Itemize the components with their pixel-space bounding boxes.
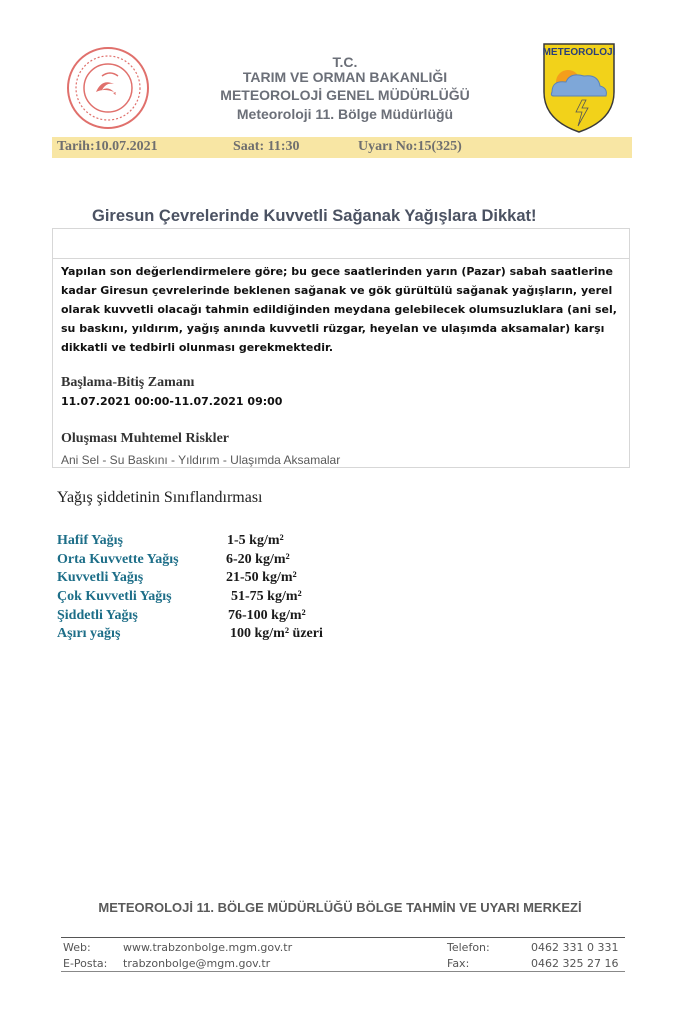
warning-body xyxy=(61,262,625,357)
footer-email-link[interactable]: trabzonbolge@mgm.gov.tr xyxy=(123,957,271,970)
footer-web-link[interactable]: www.trabzonbolge.mgm.gov.tr xyxy=(123,941,293,954)
footer-bottom-divider xyxy=(61,971,625,972)
start-end-heading: Başlama-Bitiş Zamanı xyxy=(61,375,195,390)
warning-title: Giresun Çevrelerinde Kuvvetli Sağanak Yağışlara Dikkat! xyxy=(92,207,537,225)
time-label: Saat: 11:30 xyxy=(233,139,300,154)
body-line: su baskını, yıldırım, yağış anında kuvvetli rüzgar, heyelan ve ulaşımda aksamalar) karşı xyxy=(61,322,605,335)
class-name: Çok Kuvvetli Yağış xyxy=(57,589,172,604)
header-tc: T.C. xyxy=(332,54,358,70)
class-name: Aşırı yağış xyxy=(57,626,121,641)
classification-row xyxy=(57,552,377,571)
footer-email-label: E-Posta: xyxy=(63,957,108,970)
class-name: Kuvvetli Yağış xyxy=(57,570,144,585)
class-name: Hafif Yağış xyxy=(57,533,123,548)
class-value: 51-75 kg/m² xyxy=(231,589,302,604)
footer-title: METEOROLOJİ 11. BÖLGE MÜDÜRLÜĞÜ BÖLGE TAHMİN VE UYARI MERKEZİ xyxy=(98,900,582,915)
classification-title: Yağış şiddetinin Sınıflandırması xyxy=(57,489,263,506)
footer-divider xyxy=(61,937,625,938)
footer-phone-label: Telefon: xyxy=(447,941,490,954)
body-line: olarak kuvvetli olacağı tahmin edildiğinden meydana gelebilecek olumsuzluklara (ani sel, xyxy=(61,303,617,316)
class-value: 100 kg/m² üzeri xyxy=(230,626,323,641)
footer-web-label: Web: xyxy=(63,941,91,954)
classification-row xyxy=(57,626,377,645)
header-regional-office: Meteoroloji 11. Bölge Müdürlüğü xyxy=(236,106,454,122)
header-directorate: METEOROLOJİ GENEL MÜDÜRLÜĞÜ xyxy=(220,87,470,103)
start-end-value: 11.07.2021 00:00-11.07.2021 09:00 xyxy=(61,395,283,408)
class-value: 1-5 kg/m² xyxy=(227,533,284,548)
class-value: 21-50 kg/m² xyxy=(226,570,297,585)
class-name: Orta Kuvvette Yağış xyxy=(57,552,179,567)
classification-row xyxy=(57,608,377,627)
footer-phone-value: 0462 331 0 331 xyxy=(531,941,619,954)
classification-row xyxy=(57,533,377,552)
body-line: Yapılan son değerlendirmelere göre; bu gece saatlerinden yarın (Pazar) sabah saatlerine xyxy=(61,265,613,278)
class-name: Şiddetli Yağış xyxy=(57,608,138,623)
header-ministry: TARIM VE ORMAN BAKANLIĞI xyxy=(242,69,448,85)
date-label: Tarih:10.07.2021 xyxy=(57,139,158,154)
logo-text: METEOROLOJİ xyxy=(542,47,616,58)
classification-row xyxy=(57,589,377,608)
info-bar xyxy=(52,137,632,158)
risks-heading: Oluşması Muhtemel Riskler xyxy=(61,431,229,446)
classification-row xyxy=(57,570,377,589)
body-line: dikkatli ve tedbirli olunması gerekmektedir. xyxy=(61,341,334,354)
warning-box-header xyxy=(52,228,630,259)
class-value: 6-20 kg/m² xyxy=(226,552,290,567)
warning-number: Uyarı No:15(325) xyxy=(358,139,462,154)
risks-value: Ani Sel - Su Baskını - Yıldırım - Ulaşımda Aksamalar xyxy=(61,453,341,467)
footer-fax-value: 0462 325 27 16 xyxy=(531,957,619,970)
class-value: 76-100 kg/m² xyxy=(228,608,306,623)
body-line: kadar Giresun çevrelerinde beklenen sağanak ve gök gürültülü sağanak yağışların, yerel xyxy=(61,284,613,297)
footer-fax-label: Fax: xyxy=(447,957,470,970)
meteoroloji-shield-logo xyxy=(542,42,616,134)
ministry-seal-logo xyxy=(66,46,150,130)
